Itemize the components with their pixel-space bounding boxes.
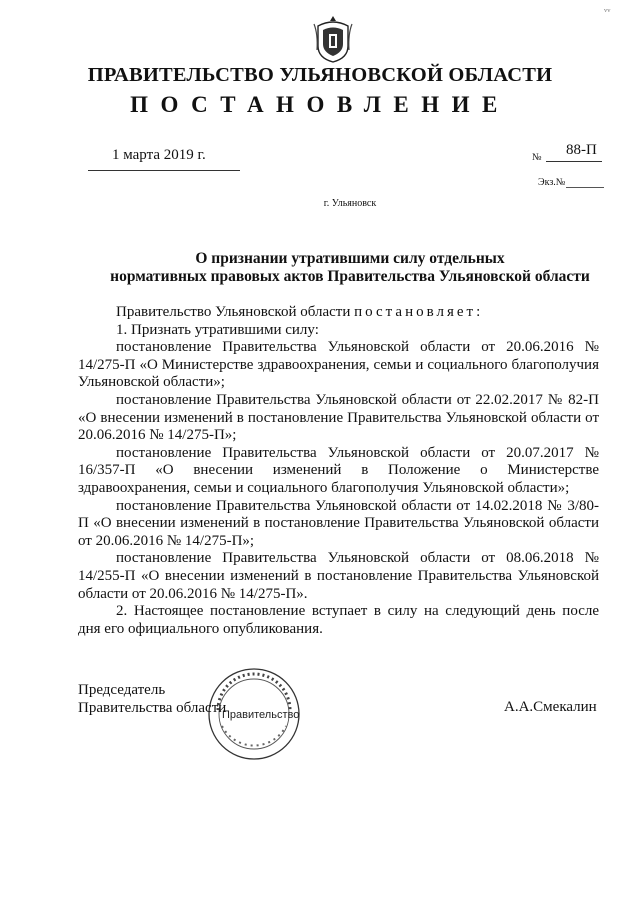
number-sign: № (532, 152, 542, 163)
copy-number-label: Экз.№ (538, 177, 566, 188)
document-date: 1 марта 2019 г. (112, 147, 206, 163)
intro-resolves: постановляет: (354, 304, 484, 320)
repealed-act: постановление Правительства Ульяновской области от 20.06.2016 № 14/275-П «О Министерстве здравоохранения, семьи и социального благополучия Ульяновской области»; (78, 339, 599, 391)
document-title (60, 250, 640, 286)
intro-prefix: Правительство Ульяновской области (116, 304, 355, 320)
position-line-2: Правительства области (78, 700, 227, 716)
copy-number-underline (566, 187, 604, 188)
signatory-name: А.А.Смекалин (504, 699, 597, 715)
city: г. Ульяновск (323, 198, 377, 209)
date-underline (88, 170, 240, 171)
position-line-1: Председатель (78, 682, 166, 698)
document-body (78, 304, 599, 638)
stamp-text: Правительство (222, 709, 300, 721)
title-line-2: нормативных правовых актов Правительства Ульяновской области (110, 268, 590, 285)
title-line-1: О признании утратившими силу отдельных (195, 250, 505, 267)
document-number: 88-П (566, 142, 597, 158)
government-name: ПРАВИТЕЛЬСТВО УЛЬЯНОВСКОЙ ОБЛАСТИ (87, 64, 553, 86)
resolution-intro (78, 304, 599, 322)
signatory-position (78, 681, 226, 717)
corner-mark: ᵛᵛ (604, 6, 611, 18)
repealed-act: постановление Правительства Ульяновской области от 20.07.2017 № 16/357-П «О внесении изменений в Положение о Министерстве здравоохранения, семьи и социального благополучия Ульяновской области»; (78, 444, 599, 496)
item-2: 2. Настоящее постановление вступает в силу на следующий день после дня его официального опубликования. (78, 603, 599, 637)
repealed-act: постановление Правительства Ульяновской области от 14.02.2018 № 3/80-П «О внесении изменений в постановление Правительства Ульяновской области от 20.06.2016 № 14/275-П»; (78, 497, 599, 549)
repealed-act: постановление Правительства Ульяновской области от 08.06.2018 № 14/255-П «О внесении изменений в постановление Правительства Ульяновской области от 20.06.2016 № 14/275-П». (78, 550, 599, 602)
number-underline (546, 161, 602, 162)
item-1: 1. Признать утратившими силу: (116, 321, 319, 338)
repealed-act: постановление Правительства Ульяновской области от 22.02.2017 № 82-П «О внесении изменений в постановление Правительства Ульяновской области от 20.06.2016 № 14/275-П»; (78, 391, 599, 444)
coat-of-arms-icon (312, 14, 354, 64)
document-type: ПОСТАНОВЛЕНИЕ (130, 92, 510, 117)
